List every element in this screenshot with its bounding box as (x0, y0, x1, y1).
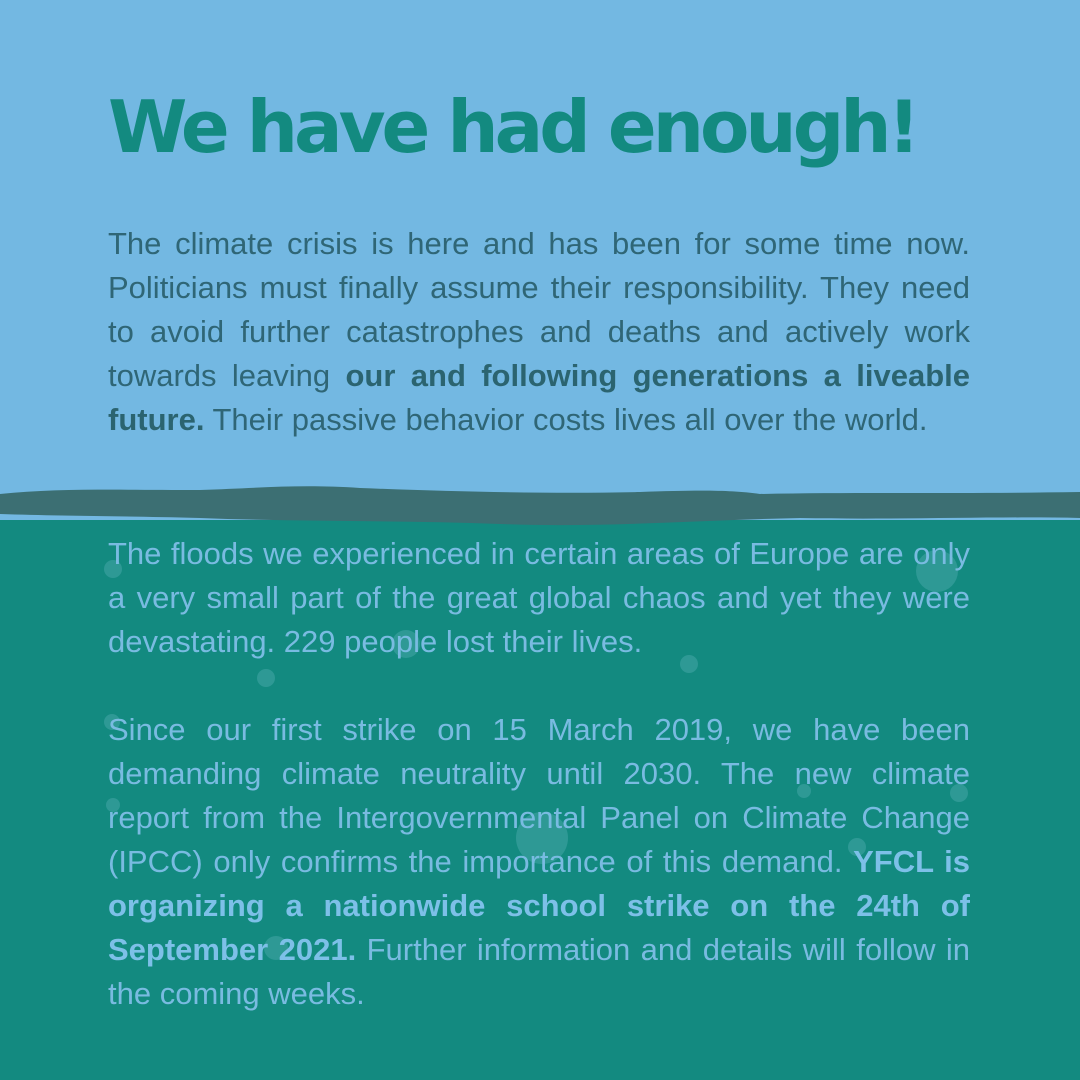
paragraph1-text-before: The climate crisis is here and has been for some time now. Politicians must finally assume their responsibility. They need to avoid further catastrophes and deaths and actively work towards leaving (108, 226, 970, 393)
paragraph1-bold: our and following generations a liveable future. (108, 358, 970, 437)
paragraph1-text-after: Their passive behavior costs lives all over the world. (204, 402, 928, 437)
page-title: We have had enough! (108, 85, 917, 169)
paragraph-strike (108, 708, 970, 1016)
paragraph2-text: The floods we experienced in certain areas of Europe are only a very small part of the great global chaos and yet they were devastating. 229 people lost their lives. (108, 536, 970, 659)
paragraph3-text-before: Since our first strike on 15 March 2019, we have been demanding climate neutrality until 2030. The new climate report from the Intergovernmental Panel on Climate Change (IPCC) only confirms the importance of this demand. (108, 712, 970, 879)
paragraph-climate-crisis (108, 222, 970, 442)
paragraph3-text-after: Further information and details will follow in the coming weeks. (108, 932, 970, 1011)
wave-band (0, 486, 1080, 525)
paragraph3-bold: YFCL is organizing a nationwide school strike on the 24th of September 2021. (108, 844, 970, 967)
paragraph-floods (108, 532, 970, 664)
bubble (257, 669, 275, 687)
